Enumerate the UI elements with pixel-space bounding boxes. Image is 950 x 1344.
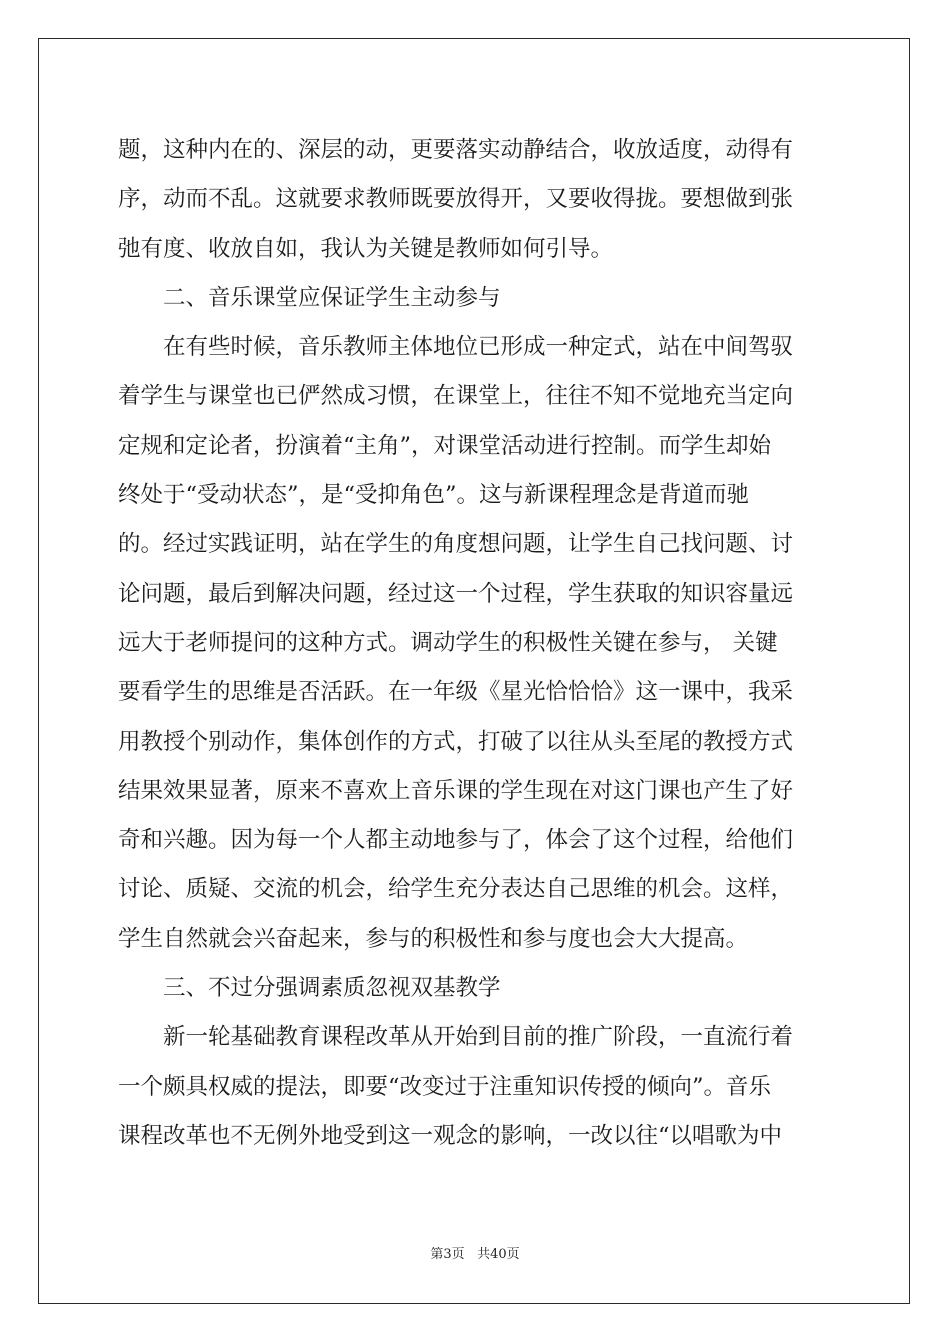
text-line: 在有些时候，音乐教师主体地位已形成一种定式，站在中间驾驭	[118, 334, 794, 361]
text-line: 一个颇具权威的提法，即要“改变过于注重知识传授的倾向”。音乐	[118, 1073, 772, 1100]
text-line: 终处于“受动状态”，是“受抑角色”。这与新课程理念是背道而驰	[118, 482, 750, 509]
text-line: 序，动而不乱。这就要求教师既要放得开，又要收得拢。要想做到张	[118, 186, 794, 213]
page-number: 第3页	[430, 1247, 465, 1262]
text-line: 定规和定论者，扮演着“主角”，对课堂活动进行控制。而学生却始	[118, 432, 772, 459]
text-line: 新一轮基础教育课程改革从开始到目前的推广阶段，一直流行着	[118, 1024, 794, 1051]
text-line: 论问题，最后到解决问题，经过这一个过程，学生获取的知识容量远	[118, 580, 794, 607]
text-line: 讨论、质疑、交流的机会，给学生充分表达自己思维的机会。这样，	[118, 876, 794, 903]
text-line: 课程改革也不无例外地受到这一观念的影响，一改以往“以唱歌为中	[118, 1122, 783, 1149]
section-heading: 三、不过分强调素质忽视双基教学	[118, 975, 501, 1002]
text-line: 题，这种内在的、深层的动，更要落实动静结合，收放适度，动得有	[118, 137, 794, 163]
page-footer	[0, 1246, 950, 1264]
text-line: 远大于老师提问的这种方式。调动学生的积极性关键在参与， 关键	[118, 629, 778, 656]
text-line: 结果效果显著，原来不喜欢上音乐课的学生现在对这门课也产生了好	[118, 777, 794, 804]
footer-gap	[465, 1247, 477, 1262]
text-line: 着学生与课堂也已俨然成习惯，在课堂上，往往不知不觉地充当定向	[118, 383, 794, 410]
page-total: 共40页	[477, 1247, 520, 1262]
text-line: 用教授个别动作，集体创作的方式，打破了以往从头至尾的教授方式	[118, 728, 794, 755]
text-line: 学生自然就会兴奋起来，参与的积极性和参与度也会大大提高。	[118, 925, 749, 952]
text-line: 的。经过实践证明，站在学生的角度想问题，让学生自己找问题、讨	[118, 531, 794, 558]
text-line: 要看学生的思维是否活跃。在一年级《星光恰恰恰》这一课中，我采	[118, 679, 794, 706]
section-heading: 二、音乐课堂应保证学生主动参与	[118, 284, 501, 311]
text-line: 弛有度、收放自如，我认为关键是教师如何引导。	[118, 235, 614, 262]
text-line: 奇和兴趣。因为每一个人都主动地参与了，体会了这个过程，给他们	[118, 827, 794, 854]
document-body	[118, 126, 834, 1161]
